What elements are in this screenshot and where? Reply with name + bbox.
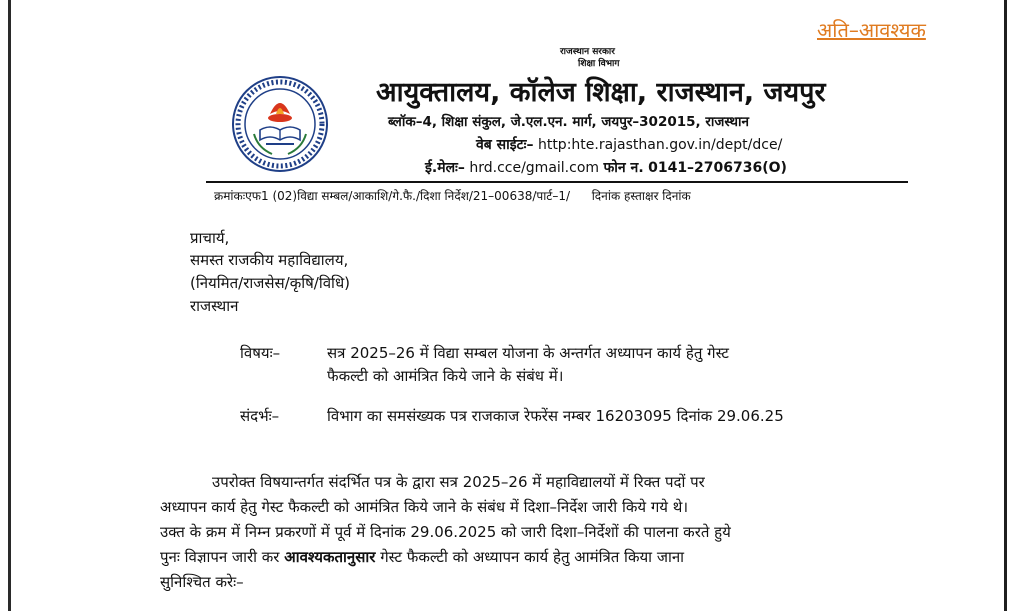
government-name: राजस्थान सरकार — [560, 47, 615, 57]
reference-date: दिनांक हस्ताक्षर दिनांक — [591, 189, 691, 203]
office-address: ब्लॉक–4, शिक्षा संकुल, जे.एल.एन. मार्ग, जयपुर–302015, राजस्थान — [388, 114, 749, 130]
page-border-left — [8, 0, 11, 611]
header-divider — [206, 181, 908, 183]
recipient-line-4: राजस्थान — [190, 297, 239, 315]
recipient-line-1: प्राचार्य, — [190, 229, 230, 247]
department-logo — [230, 74, 330, 174]
email-label: ई.मेलः– — [425, 160, 465, 176]
body-line-4-emphasis: आवश्यकतानुसार — [284, 548, 376, 566]
website-label: वेब साईटः– — [476, 137, 534, 153]
phone-value: 0141–2706736(O) — [648, 160, 787, 176]
context-text: विभाग का समसंख्यक पत्र राजकाज रेफरेंस नम्बर 16203095 दिनांक 29.06.25 — [327, 407, 784, 425]
body-line-4 — [160, 547, 684, 567]
body-line-2: अध्यापन कार्य हेतु गेस्ट फैकल्टी को आमंत्रित किये जाने के संबंध में दिशा–निर्देश जारी किये गये थे। — [160, 498, 689, 516]
body-line-4-end: गेस्ट फैकल्टी को अध्यापन कार्य हेतु आमंत्रित किया जाना — [380, 548, 685, 566]
reference-number: क्रमांकःएफ1 (02)विद्या सम्बल/आकाशि/गे.फै./दिशा निर्देश/21–00638/पार्ट–1/ — [214, 189, 571, 203]
subject-label: विषयः– — [240, 344, 281, 362]
website-url[interactable]: http:hte.rajasthan.gov.in/dept/dce/ — [537, 137, 783, 153]
website-line — [476, 135, 782, 154]
subject-line-2: फैकल्टी को आमंत्रित किये जाने के संबंध में। — [327, 367, 564, 385]
body-line-5: सुनिश्चित करेः– — [160, 573, 244, 591]
body-line-4-start: पुनः विज्ञापन जारी कर — [160, 548, 280, 566]
recipient-line-3: (नियमित/राजसेस/कृषि/विधि) — [190, 274, 351, 292]
department-name: शिक्षा विभाग — [578, 59, 620, 69]
subject-line-1: सत्र 2025–26 में विद्या सम्बल योजना के अन्तर्गत अध्यापन कार्य हेतु गेस्ट — [327, 344, 729, 362]
contact-line — [425, 158, 787, 177]
office-title: आयुक्तालय, कॉलेज शिक्षा, राजस्थान, जयपुर — [376, 77, 826, 108]
page-border-right — [1004, 0, 1007, 611]
phone-label: फोन न. — [603, 160, 644, 176]
email-value[interactable]: hrd.cce/gmail.com — [469, 160, 600, 176]
recipient-line-2: समस्त राजकीय महाविद्यालय, — [190, 251, 349, 269]
urgent-label: अति–आवश्यक — [817, 18, 926, 42]
body-line-1: उपरोक्त विषयान्तर्गत संदर्भित पत्र के द्वारा सत्र 2025–26 में महाविद्यालयों में रिक्त पदों पर — [212, 473, 705, 491]
reference-line — [214, 187, 691, 204]
context-label: संदर्भः– — [240, 407, 280, 425]
body-line-3: उक्त के क्रम में निम्न प्रकरणों में पूर्व में दिनांक 29.06.2025 को जारी दिशा–निर्देशों की पालना करते हुये — [160, 523, 731, 541]
